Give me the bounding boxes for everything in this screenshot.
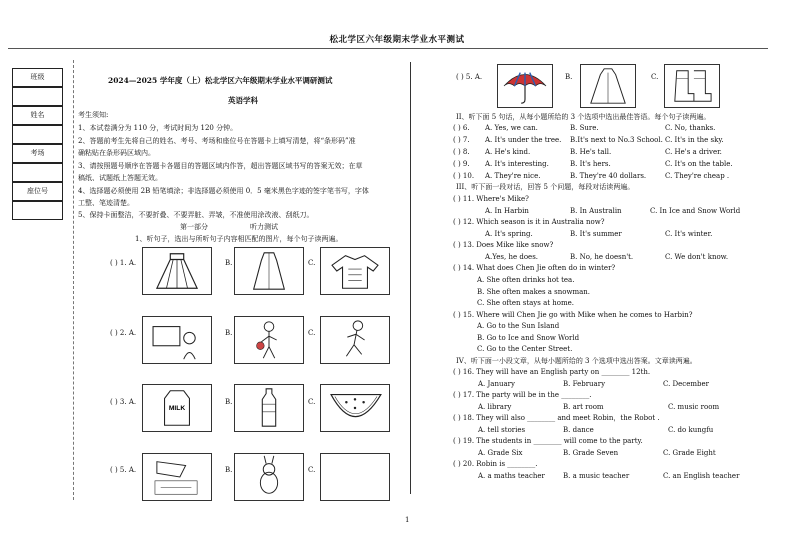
option-a[interactable]: A. It's spring.	[485, 230, 533, 238]
raincoat-icon[interactable]	[580, 64, 636, 108]
option-c[interactable]: C. In Ice and Snow World	[650, 207, 741, 215]
header-divider	[8, 48, 768, 49]
option-c[interactable]: C. We don't know.	[665, 253, 729, 261]
option-a[interactable]: A. In Harbin	[485, 207, 529, 215]
option-b[interactable]: B. It's summer	[570, 230, 622, 238]
question-text: ( ) 17. The party will be in the ________.	[453, 391, 592, 399]
page-header: 松北学区六年级期末学业水平测试	[329, 35, 465, 45]
option-a[interactable]: A. It's interesting.	[485, 160, 549, 168]
seat-field[interactable]	[12, 201, 63, 220]
option-c-label: C.	[651, 73, 659, 81]
sweater-icon[interactable]	[320, 247, 390, 295]
option-c[interactable]: C. an English teacher	[663, 472, 740, 480]
notice-line: 确粘贴在条形码区域内。	[78, 149, 155, 157]
option-c[interactable]: C. It's in the sky.	[665, 136, 724, 144]
option-b[interactable]: B. February	[563, 380, 606, 388]
option-b-label: B.	[225, 259, 233, 267]
question-text: ( ) 15. Where will Chen Jie go with Mike when he comes to Harbin?	[453, 311, 693, 319]
question-number: ( ) 1. A.	[110, 259, 137, 267]
page-number: 1	[405, 516, 410, 524]
section3-instruction: III、听下面一段对话，回答 5 个问题，每段对话读两遍。	[456, 183, 635, 191]
option-c[interactable]: C. December	[663, 380, 709, 388]
question-text: ( ) 16. They will have an English party on ________ 12th.	[453, 368, 651, 376]
notice-line: 4、选择题必须使用 2B 铅笔填涂；非选择题必须使用 0．5 毫米黑色字迹的签字笔书写，字体	[78, 187, 369, 195]
birthday-card-icon[interactable]	[142, 453, 212, 501]
option-a[interactable]: A. It's under the tree.	[485, 136, 562, 144]
option-b[interactable]: B. Sure.	[570, 124, 599, 132]
option-b[interactable]: B.It's next to No.3 School.	[570, 136, 663, 144]
notice-line: 稿纸、试题纸上答题无效。	[78, 174, 162, 182]
part-label: 第一部分	[180, 223, 208, 231]
option-b[interactable]: B. dance	[563, 426, 594, 434]
option-a[interactable]: A. Go to the Sun Island	[477, 322, 560, 330]
option-c-label: C.	[308, 398, 316, 406]
question-number: ( ) 3. A.	[110, 398, 137, 406]
notice-line: 2、答题前考生先将自己的姓名、考号、考场和座位号在答题卡上填写清楚，将“条形码”准	[78, 137, 356, 145]
dress-icon[interactable]	[234, 247, 304, 295]
binding-line	[73, 60, 74, 500]
option-a[interactable]: A. Grade Six	[478, 449, 523, 457]
question-number: ( ) 5. A.	[456, 73, 483, 81]
question-number: ( ) 6.	[453, 124, 470, 132]
blank-icon[interactable]	[320, 453, 390, 501]
option-b-label: B.	[225, 466, 233, 474]
option-c[interactable]: C. Grade Eight	[663, 449, 716, 457]
notice-line: 3、请按照题号顺序在答题卡各题目的答题区域内作答，超出答题区域书写的答案无效；在草	[78, 162, 363, 170]
option-b[interactable]: B. Grade Seven	[563, 449, 619, 457]
rabbit-toy-icon[interactable]	[234, 453, 304, 501]
exam-room-label: 考场	[12, 144, 63, 163]
notice-title: 考生须知:	[78, 111, 109, 119]
option-a[interactable]: A. January	[478, 380, 515, 388]
exam-subject: 英语学科	[228, 96, 258, 105]
option-a[interactable]: A. library	[478, 403, 512, 411]
notice-line: 工整、笔迹清楚。	[78, 199, 134, 207]
option-a[interactable]: A. She often drinks hot tea.	[477, 276, 575, 284]
notice-line: 5、保持卡面整洁，不要折叠、不要弄脏、弄皱，不准使用涂改液、刮纸刀。	[78, 211, 314, 219]
option-b-label: B.	[225, 329, 233, 337]
question-number: ( ) 8.	[453, 148, 470, 156]
umbrella-icon[interactable]	[497, 64, 553, 108]
water-bottle-icon[interactable]	[234, 384, 304, 432]
section4-instruction: IV、听下面一小段文章，从每小题所给的 3 个选项中选出答案。文章读两遍。	[456, 357, 697, 365]
option-c[interactable]: C. She often stays at home.	[477, 299, 575, 307]
option-c[interactable]: C. He's a driver.	[665, 148, 722, 156]
question-text: ( ) 18. They will also ________ and meet Robin，the Robot .	[453, 414, 660, 422]
question-text: ( ) 19. The students in ________ will come to the party.	[453, 437, 643, 445]
option-c[interactable]: C. It's winter.	[665, 230, 713, 238]
option-b[interactable]: B. No, he doesn't.	[570, 253, 634, 261]
column-divider	[410, 62, 411, 494]
basketball-boy-icon[interactable]	[234, 316, 304, 364]
section2-instruction: II、听下面 5 句话，从每小题所给的 3 个选项中选出最佳答语。每个句子读两遍。	[456, 113, 711, 121]
name-label: 姓名	[12, 106, 63, 125]
question-number: ( ) 5. A.	[110, 466, 137, 474]
boots-icon[interactable]	[664, 64, 720, 108]
class-field[interactable]	[12, 87, 63, 106]
question-number: ( ) 9.	[453, 160, 470, 168]
option-b[interactable]: B. In Australin	[570, 207, 622, 215]
option-c[interactable]: C. music room	[668, 403, 720, 411]
question-number: ( ) 2. A.	[110, 329, 137, 337]
question-number: ( ) 10.	[453, 172, 475, 180]
option-c[interactable]: C. They're cheap .	[665, 172, 730, 180]
option-b[interactable]: B. art room	[563, 403, 604, 411]
section1-instruction: 1、听句子，选出与所听句子内容相匹配的图片，每个句子读两遍。	[135, 235, 343, 243]
option-c-label: C.	[308, 329, 316, 337]
watermelon-icon[interactable]	[320, 384, 390, 432]
option-b[interactable]: B. They're 40 dollars.	[570, 172, 647, 180]
option-b[interactable]: B. Go to Ice and Snow World	[477, 334, 580, 342]
question-text: ( ) 13. Does Mike like snow?	[453, 241, 554, 249]
part-name: 听力测试	[250, 223, 278, 231]
option-a[interactable]: A. tell stories	[478, 426, 526, 434]
running-boy-icon[interactable]	[320, 316, 390, 364]
option-c[interactable]: C. It's on the table.	[665, 160, 733, 168]
question-text: ( ) 14. What does Chen Jie often do in winter?	[453, 264, 616, 272]
option-c-label: C.	[308, 259, 316, 267]
option-b[interactable]: B. He's tall.	[570, 148, 612, 156]
option-c[interactable]: C. do kungfu	[668, 426, 714, 434]
name-field[interactable]	[12, 125, 63, 144]
seat-label: 座位号	[12, 182, 63, 201]
option-b-label: B.	[565, 73, 573, 81]
notice-line: 1、本试卷满分为 110 分，考试时间为 120 分钟。	[78, 124, 238, 132]
option-a[interactable]: A. They're nice.	[485, 172, 541, 180]
option-b-label: B.	[225, 398, 233, 406]
question-text: ( ) 12. Which season is it in Australia now?	[453, 218, 605, 226]
tv-boy-icon[interactable]	[142, 316, 212, 364]
option-c[interactable]: C. Go to the Center Street.	[477, 345, 573, 353]
class-label: 班级	[12, 68, 63, 87]
option-a[interactable]: A. Yes, we can.	[485, 124, 538, 132]
skirt-icon[interactable]	[142, 247, 212, 295]
option-c[interactable]: C. No, thanks.	[665, 124, 716, 132]
milk-carton-icon[interactable]	[142, 384, 212, 432]
option-c-label: C.	[308, 466, 316, 474]
exam-room-field[interactable]	[12, 163, 63, 182]
svg-text:MILK: MILK	[168, 404, 186, 412]
option-b[interactable]: B. She often makes a snowman.	[477, 288, 591, 296]
exam-title: 2024—2025 学年度（上）松北学区六年级期末学业水平调研测试	[108, 76, 333, 85]
option-a[interactable]: A.Yes, he does.	[485, 253, 539, 261]
option-a[interactable]: A. a maths teacher	[478, 472, 545, 480]
question-number: ( ) 7.	[453, 136, 470, 144]
option-b[interactable]: B. It's hers.	[570, 160, 611, 168]
option-a[interactable]: A. He's kind.	[485, 148, 531, 156]
option-b[interactable]: B. a music teacher	[563, 472, 630, 480]
question-text: ( ) 20. Robin is ________.	[453, 460, 538, 468]
question-text: ( ) 11. Where's Mike?	[453, 195, 529, 203]
